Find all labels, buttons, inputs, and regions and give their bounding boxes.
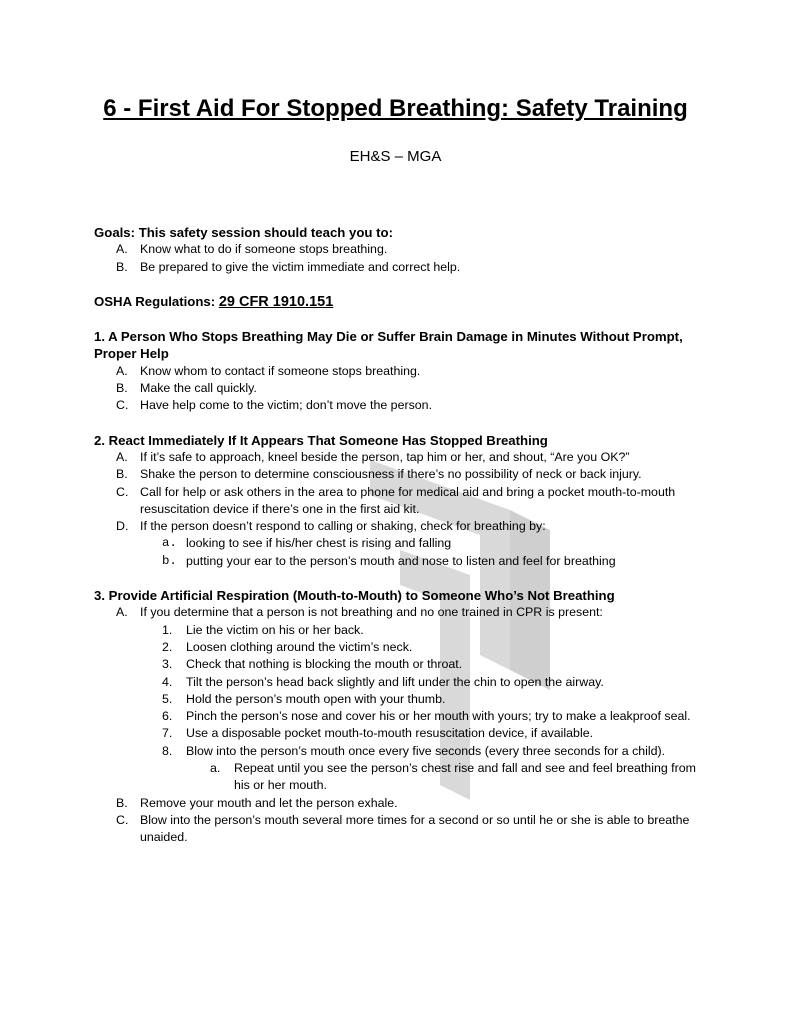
goals-heading: Goals: This safety session should teach you to: bbox=[94, 225, 393, 240]
section-3-heading: 3. Provide Artificial Respiration (Mouth-to-Mouth) to Someone Who’s Not Breathing bbox=[94, 588, 615, 604]
list-item: A. Know whom to contact if someone stops breathing. bbox=[116, 363, 421, 378]
section-2-heading: 2. React Immediately If It Appears That Someone Has Stopped Breathing bbox=[94, 432, 548, 448]
list-item: 3. Check that nothing is blocking the mouth or throat. bbox=[162, 657, 463, 672]
osha-regulations: OSHA Regulations: 29 CFR 1910.151 bbox=[94, 293, 334, 310]
list-item: D. If the person doesn’t respond to calling or shaking, check for breathing by: bbox=[116, 519, 546, 534]
list-item: 5. Hold the person’s mouth open with your thumb. bbox=[162, 691, 446, 706]
list-item: C. Call for help or ask others in the area to phone for medical aid and bring a pocket mouth-to-mouth resuscitation device if there’s one in the first aid kit. bbox=[116, 484, 676, 516]
list-item: 7. Use a disposable pocket mouth-to-mouth resuscitation device, if available. bbox=[162, 726, 594, 741]
list-item: 1. Lie the victim on his or her back. bbox=[162, 622, 364, 637]
list-item: A. If it’s safe to approach, kneel beside the person, tap him or her, and shout, “Are you OK?” bbox=[116, 449, 630, 464]
list-item: 8. Blow into the person’s mouth once every five seconds (every three seconds for a child). bbox=[162, 743, 666, 758]
list-item: A. If you determine that a person is not breathing and no one trained in CPR is present: bbox=[116, 605, 603, 620]
list-item: a. looking to see if his/her chest is rising and falling bbox=[162, 536, 452, 551]
list-item: B. Remove your mouth and let the person exhale. bbox=[116, 795, 398, 810]
document-subtitle: EH&S – MGA bbox=[349, 148, 442, 165]
list-item: B. Make the call quickly. bbox=[116, 381, 257, 396]
list-item: B. Shake the person to determine consciousness if there’s no possibility of neck or back injury. bbox=[116, 467, 642, 482]
list-item: b. putting your ear to the person’s mouth and nose to listen and feel for breathing bbox=[162, 553, 616, 568]
list-item: 2. Loosen clothing around the victim’s neck. bbox=[162, 639, 413, 654]
list-item: B. Be prepared to give the victim immediate and correct help. bbox=[116, 259, 461, 274]
list-item: a. Repeat until you see the person’s chest rise and fall and see and feel breathing from his or her mouth. bbox=[210, 761, 696, 793]
list-item: A. Know what to do if someone stops breathing. bbox=[116, 242, 388, 257]
list-item: 4. Tilt the person’s head back slightly and lift under the chin to open the airway. bbox=[162, 674, 604, 689]
list-item: C. Have help come to the victim; don’t move the person. bbox=[116, 398, 433, 413]
document-title: 6 - First Aid For Stopped Breathing: Safety Training bbox=[103, 95, 688, 122]
document-body bbox=[94, 224, 704, 847]
list-item: C. Blow into the person’s mouth several more times for a second or so until he or she is able to breathe unaided. bbox=[116, 812, 690, 845]
osha-regulation-link[interactable]: 29 CFR 1910.151 bbox=[218, 293, 334, 310]
list-item: 6. Pinch the person’s nose and cover his or her mouth with yours; try to make a leakproof seal. bbox=[162, 709, 691, 724]
section-1-heading: 1. A Person Who Stops Breathing May Die or Suffer Brain Damage in Minutes Without Prompt, Proper Help bbox=[94, 329, 683, 362]
